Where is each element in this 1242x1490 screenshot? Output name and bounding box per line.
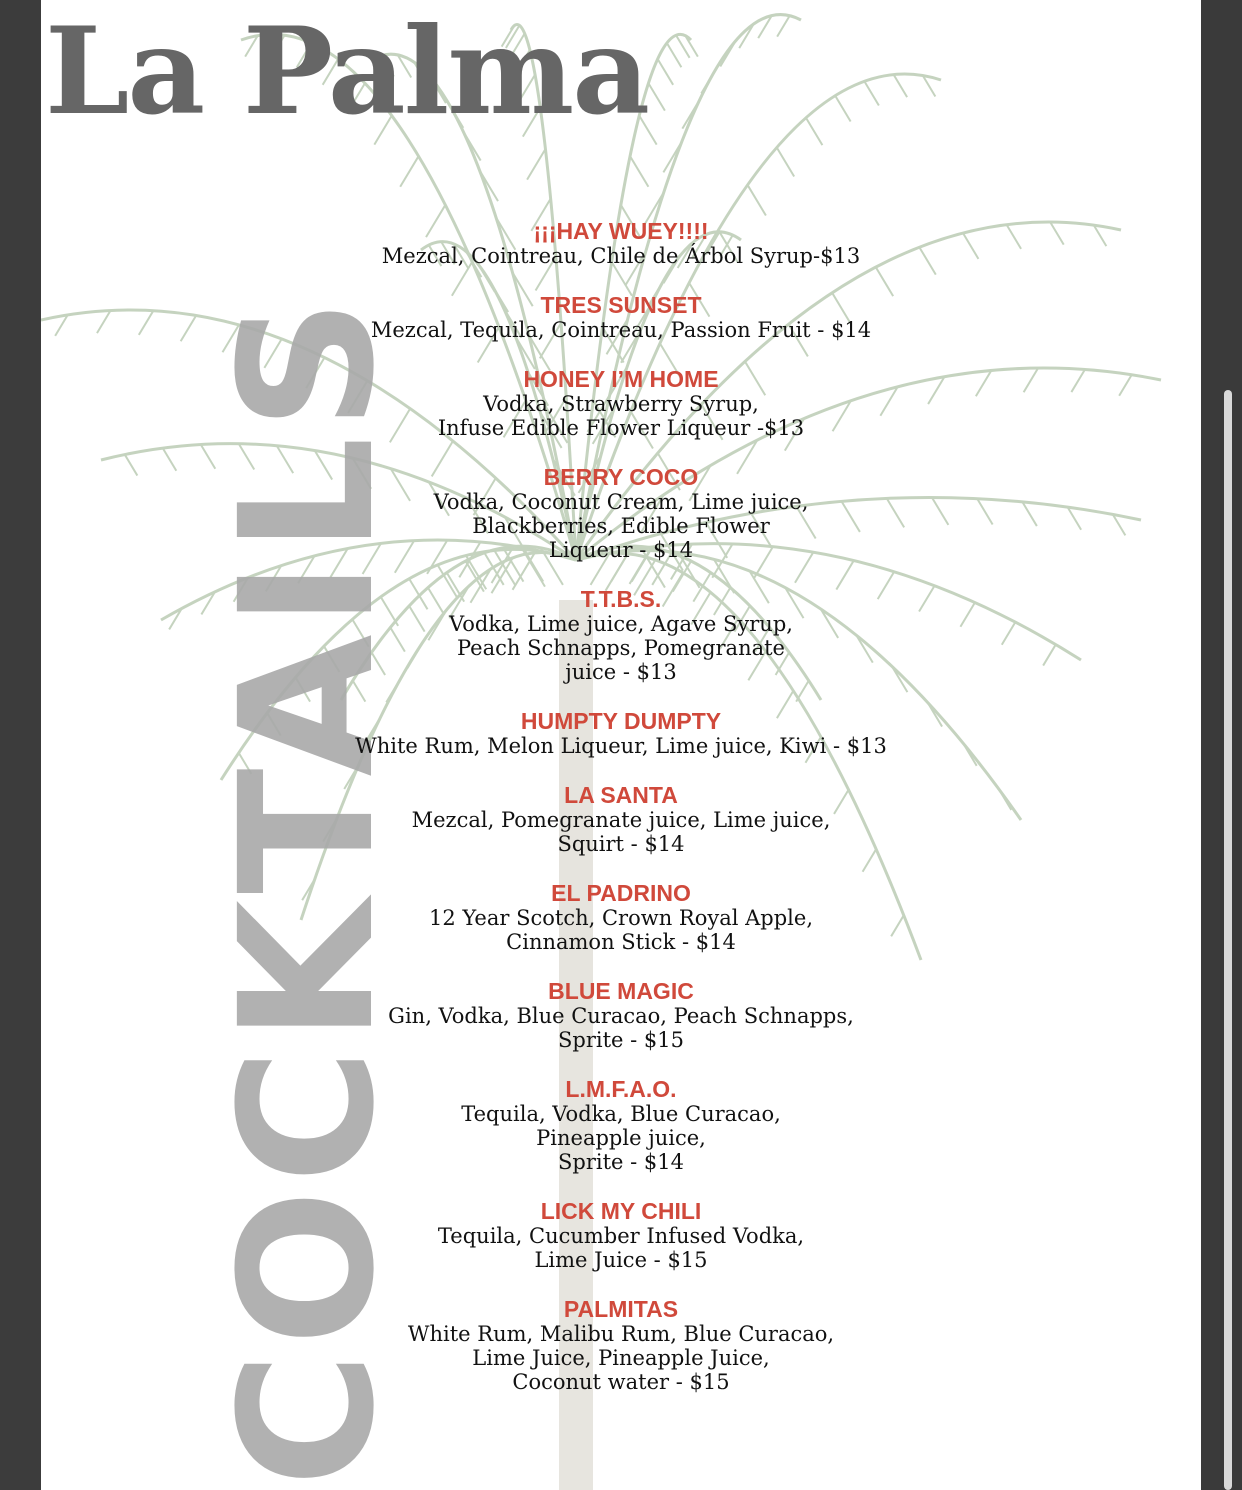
palm-leaflet	[720, 41, 735, 67]
palm-leaflet	[139, 311, 154, 335]
palm-leaflet	[919, 586, 934, 612]
palm-leaflet	[630, 156, 648, 187]
menu-item	[331, 1076, 911, 1174]
menu-item-name: HUMPTY DUMPTY	[520, 708, 722, 734]
palm-leaflet	[682, 100, 699, 129]
menu-item-name: L.M.F.A.O.	[565, 1076, 677, 1102]
menu-item-name: EL PADRINO	[551, 880, 691, 906]
palm-leaflet	[777, 16, 790, 37]
palm-leaflet	[976, 370, 991, 396]
menu-item	[331, 292, 911, 342]
palm-leaflet	[835, 96, 850, 122]
menu-page	[41, 0, 1201, 1490]
menu-item-description: White Rum, Malibu Rum, Blue Curacao, Lime Juice, Pineapple Juice, Coconut water - $15	[407, 1322, 835, 1394]
palm-leaflet	[163, 448, 177, 471]
menu-item-description: Mezcal, Tequila, Cointreau, Passion Fruit - $14	[370, 318, 872, 342]
palm-leaflet	[658, 59, 673, 85]
palm-leaflet	[864, 81, 879, 105]
menu-item	[331, 586, 911, 684]
palm-leaflet	[777, 148, 794, 177]
scrollbar[interactable]	[1224, 390, 1232, 1490]
palm-leaflet	[701, 66, 717, 93]
menu-item-description: Gin, Vodka, Blue Curacao, Peach Schnapps, Sprite - $15	[388, 1004, 854, 1052]
menu-item-name: TRES SUNSET	[540, 292, 702, 318]
menu-item	[331, 464, 911, 562]
palm-leaflet	[963, 743, 977, 766]
palm-leaflet	[748, 185, 766, 216]
menu-item-name: BERRY COCO	[543, 464, 699, 490]
palm-leaflet	[806, 118, 822, 145]
menu-item	[331, 978, 911, 1052]
menu-item	[331, 708, 911, 758]
menu-item-name: LICK MY CHILI	[540, 1198, 702, 1224]
menu-item	[331, 218, 911, 268]
menu-item-description: Tequila, Cucumber Infused Vodka, Lime Juice - $15	[437, 1224, 805, 1272]
menu-item-description: 12 Year Scotch, Crown Royal Apple, Cinnamon Stick - $14	[429, 906, 813, 954]
menu-item-description: Mezcal, Pomegranate juice, Lime juice, Squirt - $14	[411, 808, 831, 856]
palm-leaflet	[932, 498, 948, 525]
menu-item-name: T.T.B.S.	[580, 586, 662, 612]
menu-item-name: LA SANTA	[564, 782, 678, 808]
cocktail-menu-list	[331, 218, 911, 1418]
menu-item-description: Tequila, Vodka, Blue Curacao, Pineapple juice, Sprite - $14	[461, 1102, 781, 1174]
menu-item	[331, 366, 911, 440]
viewer-gutter	[1201, 0, 1242, 1490]
cocktails-vertical-heading: COCKTAILS	[201, 292, 415, 1487]
palm-leaflet	[999, 789, 1012, 810]
restaurant-title: La Palma	[45, 1, 648, 142]
palm-leaflet	[894, 75, 908, 98]
menu-item	[331, 782, 911, 856]
menu-item-description: Mezcal, Cointreau, Chile de Árbol Syrup-$13	[381, 244, 861, 268]
palm-leaflet	[1068, 507, 1082, 530]
menu-item	[331, 1296, 911, 1394]
palm-leaflet	[400, 156, 418, 187]
palm-leaflet	[1002, 622, 1016, 645]
palm-leaflet	[1050, 222, 1064, 245]
palm-leaflet	[1119, 375, 1132, 396]
palm-leaflet	[97, 310, 111, 333]
palm-leaflet	[181, 315, 196, 341]
palm-leaflet	[527, 149, 545, 180]
menu-item-name: BLUE MAGIC	[548, 978, 694, 1004]
palm-leaflet	[977, 499, 992, 525]
menu-item-description: Vodka, Coconut Cream, Lime juice, Blackberries, Edible Flower Liqueur - $14	[433, 490, 809, 562]
palm-leaflet	[667, 43, 682, 67]
menu-item-name: PALMITAS	[563, 1296, 679, 1322]
palm-leaflet	[960, 603, 975, 627]
palm-leaflet	[1007, 225, 1022, 249]
palm-leaflet	[1024, 368, 1039, 392]
palm-leaflet	[919, 247, 935, 274]
menu-item-description: White Rum, Melon Liqueur, Lime juice, Kiwi - $13	[355, 734, 887, 758]
menu-item-name: ¡¡¡HAY WUEY!!!!	[533, 218, 709, 244]
palm-leaflet	[648, 83, 664, 110]
palm-leaflet	[125, 455, 138, 476]
palm-leaflet	[1071, 369, 1085, 392]
menu-item-name: HONEY I’M HOME	[523, 366, 719, 392]
menu-item	[331, 880, 911, 954]
menu-item	[331, 1198, 911, 1272]
palm-leaflet	[1022, 502, 1037, 526]
menu-item-description: Vodka, Lime juice, Agave Syrup, Peach Schnapps, Pomegranate juice - $13	[449, 612, 793, 684]
palm-leaflet	[1043, 645, 1056, 666]
menu-item-description: Vodka, Strawberry Syrup, Infuse Edible Flower Liqueur -$13	[437, 392, 805, 440]
palm-leaflet	[963, 233, 978, 259]
